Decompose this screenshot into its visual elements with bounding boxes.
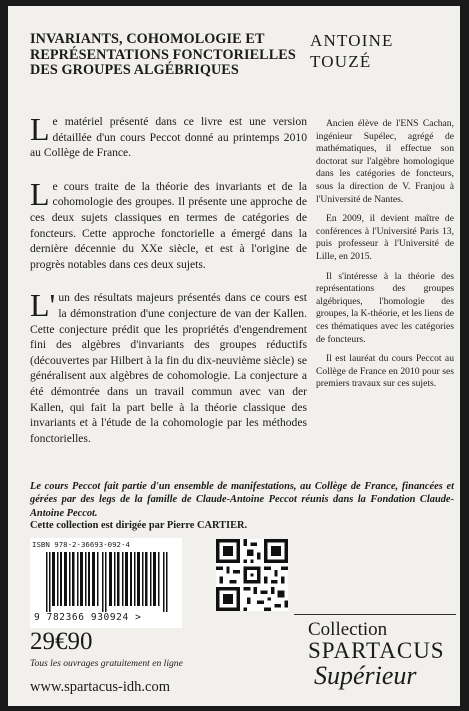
book-title: INVARIANTS, COHOMOLOGIE ET REPRÉSENTATIONS FONCTORIELLES DES GROUPES ALGÉBRIQUES [30, 31, 296, 78]
main-paragraph-1: Le matériel présenté dans ce livre est une version détaillée d'un cours Peccot donné au printemps 2010 au Collège de France. [30, 111, 307, 160]
website-link[interactable]: www.spartacus-idh.com [30, 679, 170, 695]
isbn-label: ISBN 978-2-36693-092-4 [32, 540, 130, 549]
barcode [30, 538, 182, 628]
collection-label: Collection [308, 619, 388, 640]
author-bio [316, 118, 454, 398]
main-paragraph-2: Le cours traite de la théorie des invariants et de la cohomologie des groupes. Il présente une approche de ces deux sujets classiques en termes de catégories de foncteurs. Cette approche fonctorielle a émergé dans la dernière décennie du XXe siècle, et est à l'origine de progrès notables dans ces deux sujets. [30, 175, 307, 271]
collection-sub: Supérieur [314, 661, 417, 690]
collection-brand: SPARTACUS [308, 638, 445, 663]
bio-paragraph-1: Ancien élève de l'ENS Cachan, ingénieur Supélec, agrégé de mathématiques, il effectue son doctorat sur l'algèbre homologique dans les catégories de foncteurs, sous la direction de V. Franjou à l'Université de Nantes. [316, 118, 454, 205]
qr-code-icon [216, 539, 288, 611]
barcode-bars-icon [46, 552, 170, 612]
bio-paragraph-2: En 2009, il devient maître de conférences à l'Université Paris 13, puis professeur à l'Université de Lille, en 2015. [316, 213, 454, 262]
bio-paragraph-3: Il s'intéresse à la théorie des représentations des groupes algébriques, l'homologie des groupes, la K-théorie, et les liens de ces thématiques avec les catégories de foncteurs. [316, 270, 454, 345]
peccot-note: Le cours Peccot fait partie d'un ensemble de manifestations, au Collège de France, financées et gérées par des legs de la famille de Claude-Antoine Peccot réunis dans la Fondation Claude-Antoine Peccot. [30, 481, 454, 519]
main-description [30, 111, 307, 464]
price: 29€90 [30, 628, 93, 655]
collection-direction: Cette collection est dirigée par Pierre CARTIER. [30, 520, 248, 531]
book-back-cover [8, 6, 460, 706]
barcode-digits: 9 782366 930924 > [34, 612, 142, 623]
bio-paragraph-4: Il est lauréat du cours Peccot au Collège de France en 2010 pour ses premiers travaux sur ces sujets. [316, 353, 454, 390]
collection-divider [294, 614, 456, 615]
main-paragraph-3: L'un des résultats majeurs présentés dans ce cours est la démonstration d'une conjecture de van der Kallen. Cette conjecture prédit que les propriétés d'engendrement fini des algèbres d'invariants des groupes réductifs (découvertes par Hilbert à la fin du dix-neuvième siècle) se généralisent aux algèbres de cohomologie. La conjecture a été démontrée dans un travail commun avec van der Kallen, qui fait la part belle à la théorie classique des invariants et à l'étude de la cohomologie par les méthodes fonctorielles. [30, 287, 307, 445]
book-author: ANTOINE TOUZÉ [310, 31, 394, 71]
price-note: Tous les ouvrages gratuitement en ligne [30, 658, 183, 669]
